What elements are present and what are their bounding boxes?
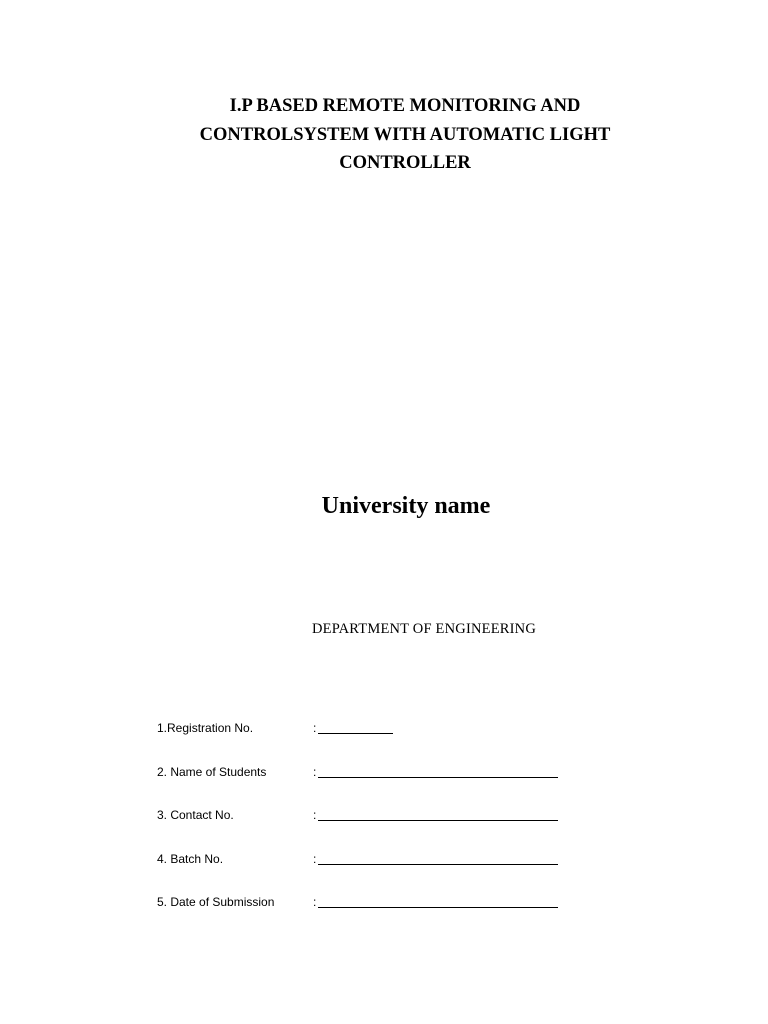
field-colon: :: [313, 808, 317, 822]
field-contact-no: [157, 806, 577, 850]
field-colon: :: [313, 764, 317, 779]
blank-line: [318, 907, 558, 908]
field-date-of-submission: [157, 893, 577, 937]
field-registration-no: [157, 719, 577, 763]
department-name: DEPARTMENT OF ENGINEERING: [311, 621, 537, 637]
blank-line: [318, 733, 393, 734]
field-label: 5. Date of Submission: [157, 895, 275, 909]
field-label: 4. Batch No.: [157, 851, 224, 866]
blank-line: [318, 820, 558, 821]
field-colon: :: [313, 721, 317, 735]
field-colon: :: [313, 895, 317, 909]
field-name-of-students: [157, 763, 577, 807]
blank-line: [318, 864, 558, 865]
field-label: 3. Contact No.: [157, 808, 234, 822]
project-title: I.P BASED REMOTE MONITORING AND CONTROLSYSTEM WITH AUTOMATIC LIGHT CONTROLLER: [199, 96, 611, 173]
blank-line: [318, 777, 558, 778]
details-form: [157, 719, 577, 937]
university-name: University name: [321, 493, 491, 519]
field-label: 1.Registration No.: [157, 721, 254, 735]
field-label: 2. Name of Students: [157, 764, 267, 779]
field-colon: :: [313, 851, 317, 866]
field-batch-no: [157, 850, 577, 894]
